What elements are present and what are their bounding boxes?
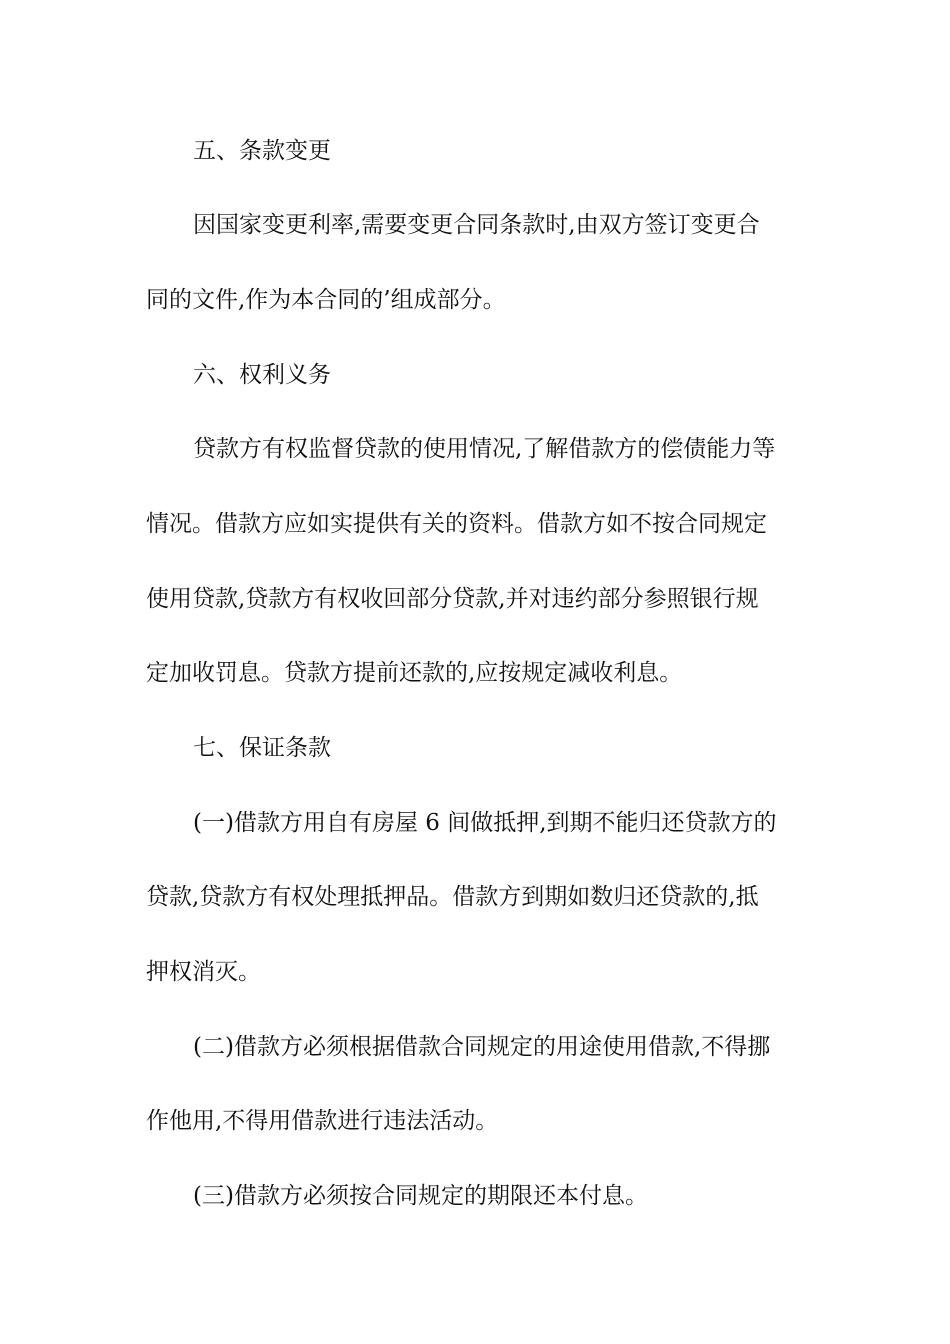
paragraph-line: 同的文件,作为本合同的’组成部分。 — [146, 287, 506, 313]
section-heading-7: 七、保证条款 — [193, 735, 331, 761]
section-heading-5: 五、条款变更 — [193, 138, 331, 164]
paragraph-line: (三)借款方必须按合同规定的期限还本付息。 — [193, 1183, 648, 1209]
paragraph-line: 情况。借款方应如实提供有关的资料。借款方如不按合同规定 — [146, 511, 767, 537]
paragraph-line: 因国家变更利率,需要变更合同条款时,由双方签订变更合 — [193, 212, 760, 238]
paragraph-line: 定加收罚息。贷款方提前还款的,应按规定减收利息。 — [146, 660, 683, 686]
paragraph-line: (一)借款方用自有房屋 6 间做抵押,到期不能归还贷款方的 — [193, 810, 777, 836]
paragraph-line: 贷款,贷款方有权处理抵押品。借款方到期如数归还贷款的,抵 — [146, 884, 759, 910]
paragraph-line: 作他用,不得用借款进行违法活动。 — [146, 1108, 499, 1134]
paragraph-line: 贷款方有权监督贷款的使用情况,了解借款方的偿债能力等 — [193, 436, 776, 462]
paragraph-line: (二)借款方必须根据借款合同规定的用途使用借款,不得挪 — [193, 1034, 771, 1060]
section-heading-6: 六、权利义务 — [193, 362, 331, 388]
paragraph-line: 使用贷款,贷款方有权收回部分贷款,并对违约部分参照银行规 — [146, 586, 759, 612]
paragraph-line: 押权消灭。 — [146, 959, 261, 985]
